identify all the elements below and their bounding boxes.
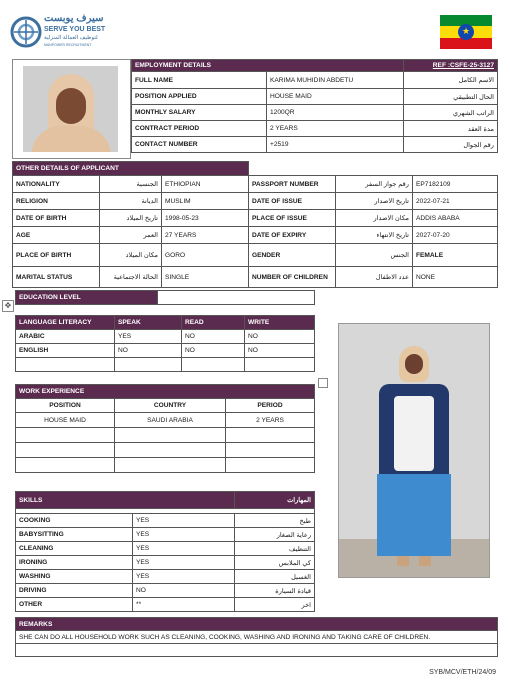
skill-label: DRIVING [16,584,133,598]
detail-label-ar: تاريخ الميلاد [100,210,162,227]
language-row [16,344,315,358]
employment-row [132,89,498,105]
skill-label: WASHING [16,570,133,584]
work-country: SAUDI ARABIA [115,413,226,428]
employment-label-ar: الحال التطبيقي [404,89,498,105]
detail-label-ar: الجنسية [100,176,162,193]
company-logo [10,12,120,52]
language-table [15,315,315,372]
language-header: LANGUAGE LITERACY [16,316,115,330]
skill-value: NO [133,584,235,598]
detail-label: PLACE OF ISSUE [249,210,336,227]
skill-label-ar: رعاية الصغار [235,528,315,542]
detail-value: GORO [162,244,249,267]
write-value: NO [245,330,315,344]
details-row [13,227,498,244]
detail-label-ar: تاريخ الاصدار [336,193,413,210]
write-value: NO [245,344,315,358]
brand-sub-en: MANPOWER RECRUITMENT [44,43,92,47]
detail-label: NATIONALITY [13,176,100,193]
skill-row [16,514,315,528]
remarks-table [15,617,498,657]
brand-arabic: سيرف يوبست [44,13,104,24]
detail-label: PASSPORT NUMBER [249,176,336,193]
employment-details-table [131,59,498,153]
language-name: ARABIC [16,330,115,344]
detail-label-ar: مكان الاصدار [336,210,413,227]
details-row [13,210,498,227]
detail-label-ar: تاريخ الانتهاء [336,227,413,244]
position-column-header: POSITION [16,399,115,413]
detail-value: 2022-07-21 [413,193,498,210]
photo-anchor-handle[interactable] [318,378,328,388]
employment-row [132,137,498,153]
read-value: NO [182,344,245,358]
skill-row [16,556,315,570]
employment-header: EMPLOYMENT DETAILS [132,60,404,72]
detail-label-ar: رقم جواز السفر [336,176,413,193]
education-table [15,290,315,305]
detail-label: PLACE OF BIRTH [13,244,100,267]
speak-header: SPEAK [115,316,182,330]
detail-value: MUSLIM [162,193,249,210]
skill-value: YES [133,542,235,556]
skill-label-ar: اخر [235,598,315,612]
language-row [16,358,315,372]
work-row [16,413,315,428]
skill-row [16,598,315,612]
skills-table [15,491,315,612]
skill-label: IRONING [16,556,133,570]
skill-value: YES [133,528,235,542]
brand-name: SERVE YOU BEST [44,26,106,33]
country-column-header: COUNTRY [115,399,226,413]
skill-row [16,528,315,542]
detail-label-ar: الجنس [336,244,413,267]
skill-row [16,570,315,584]
detail-value: ETHIOPIAN [162,176,249,193]
detail-label: AGE [13,227,100,244]
detail-label: RELIGION [13,193,100,210]
write-header: WRITE [245,316,315,330]
employment-value: HOUSE MAID [267,89,404,105]
skill-value: YES [133,514,235,528]
applicant-portrait-photo [12,59,131,159]
skill-label: CLEANING [16,542,133,556]
education-value [158,291,315,305]
employment-label-ar: رقم الجوال [404,137,498,153]
skill-label: OTHER [16,598,133,612]
skill-label-ar: الغسيل [235,570,315,584]
details-row [13,244,498,267]
applicant-full-body-photo [338,323,490,578]
detail-value: EP7182109 [413,176,498,193]
logo-mark-icon [10,16,42,48]
skill-label-ar: طبخ [235,514,315,528]
other-details-table [12,161,498,288]
language-name: ENGLISH [16,344,115,358]
skills-header-ar: المهارات [235,492,315,509]
detail-value: ADDIS ABABA [413,210,498,227]
skill-row [16,542,315,556]
employment-row [132,72,498,89]
detail-value: 1998-05-23 [162,210,249,227]
skill-row [16,584,315,598]
employment-label-ar: الاسم الكامل [404,72,498,89]
detail-value: 2027-07-20 [413,227,498,244]
table-move-handle-icon[interactable]: ✥ [2,300,14,312]
ethiopia-flag-icon: ★ [440,15,492,49]
skill-label-ar: قيادة السيارة [235,584,315,598]
work-period: 2 YEARS [226,413,315,428]
detail-label: GENDER [249,244,336,267]
employment-label: CONTACT NUMBER [132,137,267,153]
work-experience-table [15,384,315,473]
speak-value: NO [115,344,182,358]
skill-value: YES [133,570,235,584]
detail-label: DATE OF BIRTH [13,210,100,227]
work-position: HOUSE MAID [16,413,115,428]
brand-sub-arabic: لتوظيف العمالة المنزلية [44,35,98,41]
employment-value: 2 YEARS [267,121,404,137]
employment-label-ar: الراتب الشهري [404,105,498,121]
skill-label: BABYSITTING [16,528,133,542]
language-row [16,330,315,344]
detail-label-ar: عدد الاطفال [336,267,413,288]
employment-row [132,105,498,121]
education-header: EDUCATION LEVEL [16,291,158,305]
detail-value: NONE [413,267,498,288]
read-header: READ [182,316,245,330]
detail-value: 27 YEARS [162,227,249,244]
detail-label: NUMBER OF CHILDREN [249,267,336,288]
employment-label-ar: مدة العقد [404,121,498,137]
employment-label: CONTRACT PERIOD [132,121,267,137]
other-details-header: OTHER DETAILS OF APPLICANT [13,162,249,176]
work-header: WORK EXPERIENCE [16,385,315,399]
skill-label: COOKING [16,514,133,528]
detail-label-ar: العمر [100,227,162,244]
remarks-text: SHE CAN DO ALL HOUSEHOLD WORK SUCH AS CLEANING, COOKING, WASHING AND IRONING AND TAKING CARE OF CHILDREN. [16,631,498,644]
employment-label: POSITION APPLIED [132,89,267,105]
employment-label: FULL NAME [132,72,267,89]
detail-label: MARITAL STATUS [13,267,100,288]
details-row [13,176,498,193]
detail-label: DATE OF EXPIRY [249,227,336,244]
detail-value: SINGLE [162,267,249,288]
document-code: SYB/MCV/ETH/24/09 [429,669,496,676]
employment-value: +2519 [267,137,404,153]
skills-header: SKILLS [16,492,235,509]
employment-value: 1200QR [267,105,404,121]
detail-value: FEMALE [413,244,498,267]
skill-value: ** [133,598,235,612]
skill-value: YES [133,556,235,570]
read-value: NO [182,330,245,344]
employment-row [132,121,498,137]
period-column-header: PERIOD [226,399,315,413]
reference-number: REF :CSFE-25-3127 [432,62,494,69]
detail-label: DATE OF ISSUE [249,193,336,210]
details-row [13,267,498,288]
skill-label-ar: كي الملابس [235,556,315,570]
speak-value: YES [115,330,182,344]
employment-value: KARIMA MUHIDIN ABDETU [267,72,404,89]
details-row [13,193,498,210]
detail-label-ar: الحالة الاجتماعية [100,267,162,288]
detail-label-ar: مكان الميلاد [100,244,162,267]
remarks-header: REMARKS [16,618,498,631]
employment-label: MONTHLY SALARY [132,105,267,121]
detail-label-ar: الديانة [100,193,162,210]
skill-label-ar: التنظيف [235,542,315,556]
